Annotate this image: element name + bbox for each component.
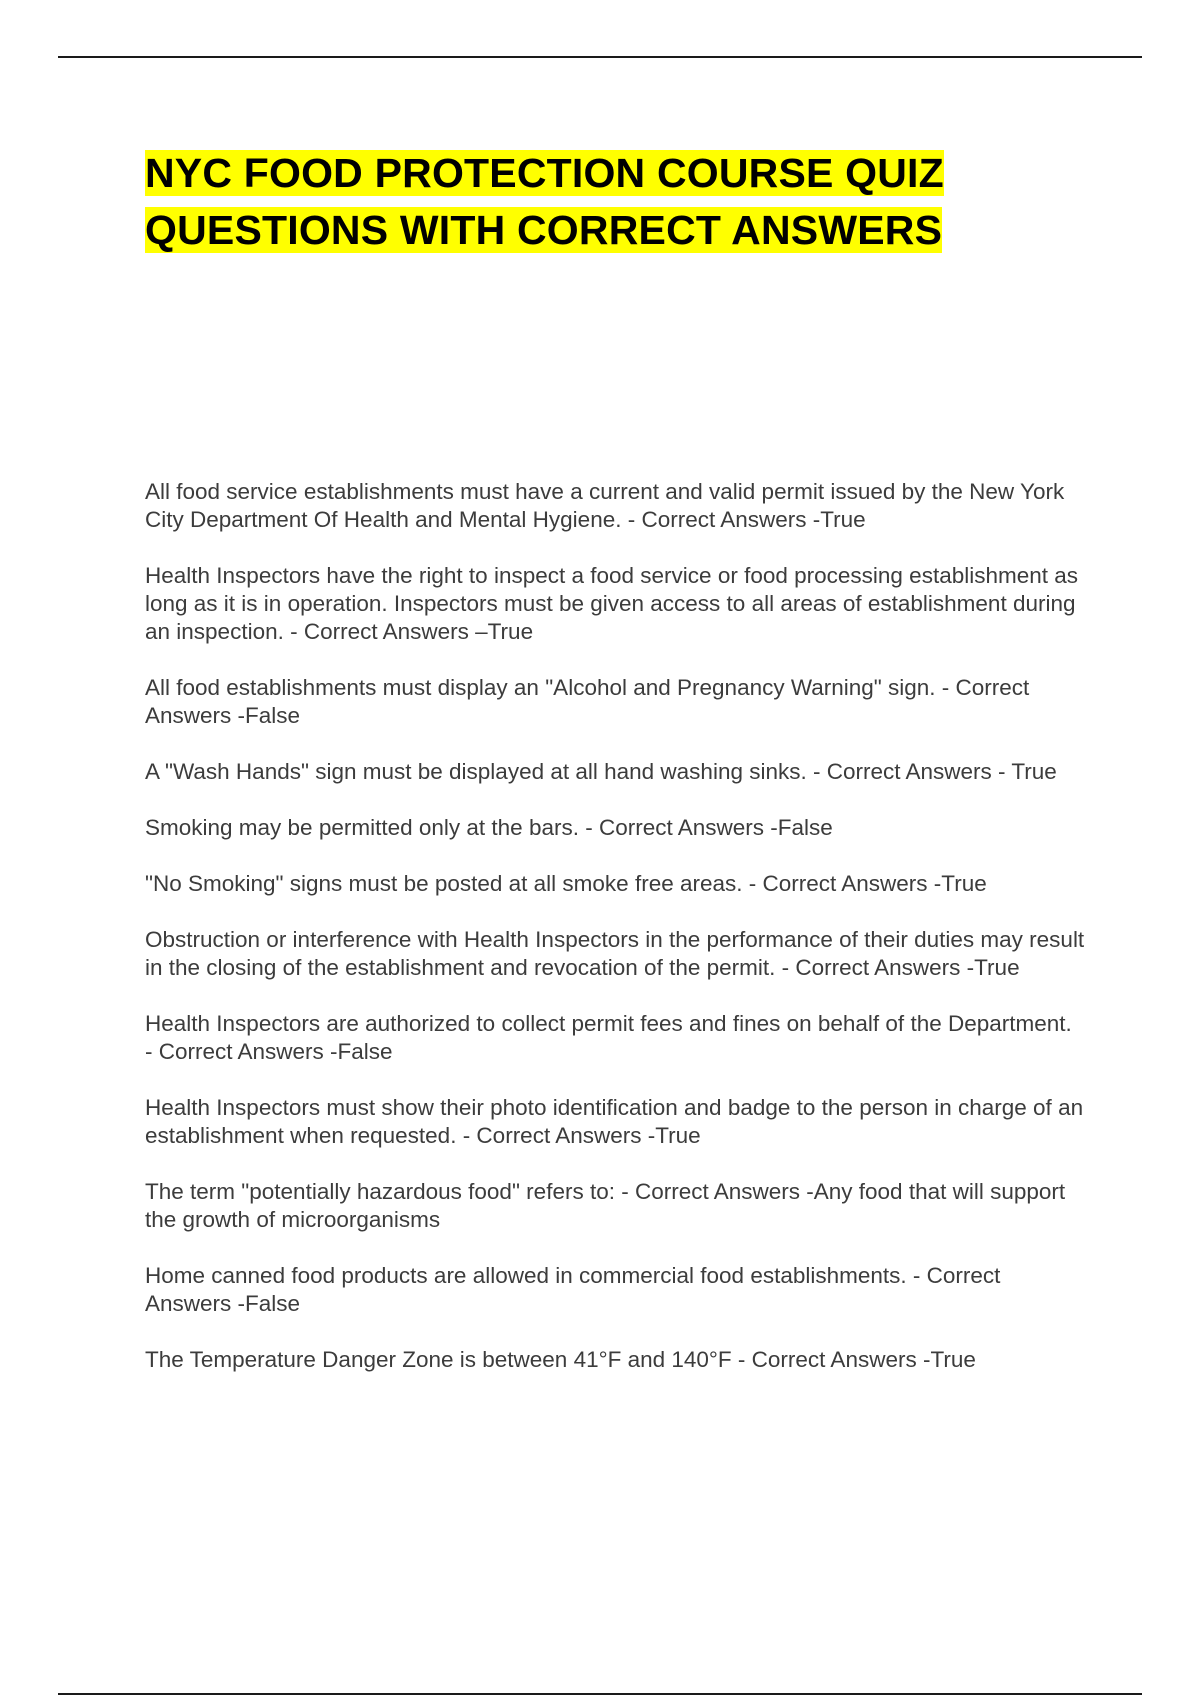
qa-item: The term "potentially hazardous food" refers to: - Correct Answers -Any food that will support the growth of microorganisms <box>145 1179 1066 1232</box>
top-rule <box>58 56 1142 58</box>
bottom-rule <box>58 1693 1142 1695</box>
qa-item: Health Inspectors are authorized to collect permit fees and fines on behalf of the Department. - Correct Answers -False <box>145 1011 1072 1064</box>
qa-item: Health Inspectors must show their photo identification and badge to the person in charge of an establishment when requested. - Correct Answers -True <box>145 1095 1084 1148</box>
qa-item: The Temperature Danger Zone is between 41°F and 140°F - Correct Answers -True <box>145 1347 976 1372</box>
qa-item: Smoking may be permitted only at the bars. - Correct Answers -False <box>145 815 833 840</box>
title-line-2: QUESTIONS WITH CORRECT ANSWERS <box>145 207 943 253</box>
qa-item: Obstruction or interference with Health Inspectors in the performance of their duties may result in the closing of the establishment and revocation of the permit. - Correct Answers -True <box>145 927 1085 980</box>
qa-item: All food service establishments must have a current and valid permit issued by the New York City Department Of Health and Mental Hygiene. - Correct Answers -True <box>145 479 1065 532</box>
qa-item: Health Inspectors have the right to inspect a food service or food processing establishment as long as it is in operation. Inspectors must be given access to all areas of establishment during an inspection. - Correct Answers –True <box>145 563 1079 644</box>
qa-item: Home canned food products are allowed in commercial food establishments. - Correct Answers -False <box>145 1263 1001 1316</box>
qa-item: All food establishments must display an "Alcohol and Pregnancy Warning" sign. - Correct Answers -False <box>145 675 1030 728</box>
qa-item: "No Smoking" signs must be posted at all smoke free areas. - Correct Answers -True <box>145 871 987 896</box>
document-title <box>145 145 1085 259</box>
qa-item: A "Wash Hands" sign must be displayed at all hand washing sinks. - Correct Answers - True <box>145 759 1057 784</box>
title-line-1: NYC FOOD PROTECTION COURSE QUIZ <box>145 150 944 196</box>
qa-list <box>145 478 1085 1402</box>
